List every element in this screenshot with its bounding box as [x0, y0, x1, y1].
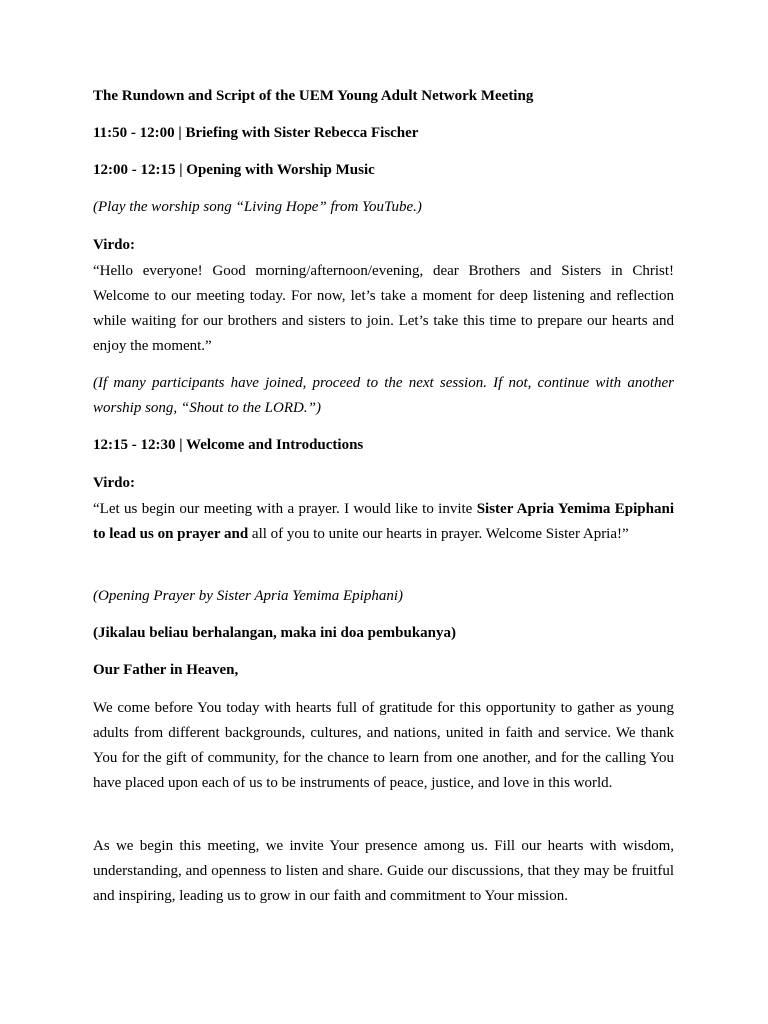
section-opening-heading: 12:00 - 12:15 | Opening with Worship Music [93, 162, 375, 178]
stage-note-worship-song: (Play the worship song “Living Hope” from YouTube.) [93, 199, 422, 215]
prayer-paragraph: We come before You today with hearts full of gratitude for this opportunity to gather as young adults from different backgrounds, cultures, and nations, united in faith and service. We thank You for the gift of community, for the chance to learn from one another, and for the calling You have placed upon each of us to be instruments of peace, justice, and love in this world. [93, 700, 674, 791]
speech-paragraph: “Hello everyone! Good morning/afternoon/evening, dear Brothers and Sisters in Christ! Welcome to our meeting today. For now, let’s take a moment for deep listening and reflection while waiting for our brothers and sisters to join. Let’s take this time to prepare our hearts and enjoy the moment.” [93, 263, 674, 354]
speaker-label: Virdo: [93, 475, 135, 491]
section-welcome-heading: 12:15 - 12:30 | Welcome and Introductions [93, 437, 364, 453]
prayer-heading: Our Father in Heaven, [93, 662, 239, 678]
speech-bold-text: Sister Apria Yemima Epiphani to lead us on prayer and [93, 501, 674, 542]
speaker-label: Virdo: [93, 237, 135, 253]
section-briefing-heading: 11:50 - 12:00 | Briefing with Sister Rebecca Fischer [93, 125, 419, 141]
speech-text: “Let us begin our meeting with a prayer. I would like to invite [93, 501, 477, 517]
stage-note-backup-prayer: (Jikalau beliau berhalangan, maka ini doa pembukanya) [93, 625, 457, 641]
speech-paragraph [93, 497, 674, 547]
stage-note-participants: (If many participants have joined, proceed to the next session. If not, continue with another worship song, “Shout to the LORD.”) [93, 375, 674, 416]
stage-note-opening-prayer: (Opening Prayer by Sister Apria Yemima Epiphani) [93, 588, 403, 604]
prayer-paragraph: As we begin this meeting, we invite Your presence among us. Fill our hearts with wisdom, understanding, and openness to listen and share. Guide our discussions, that they may be fruitful and inspiring, leading us to grow in our faith and commitment to Your mission. [93, 838, 674, 904]
speech-text: all of you to unite our hearts in prayer. Welcome Sister Apria!” [248, 526, 629, 542]
document-title: The Rundown and Script of the UEM Young Adult Network Meeting [93, 88, 534, 104]
